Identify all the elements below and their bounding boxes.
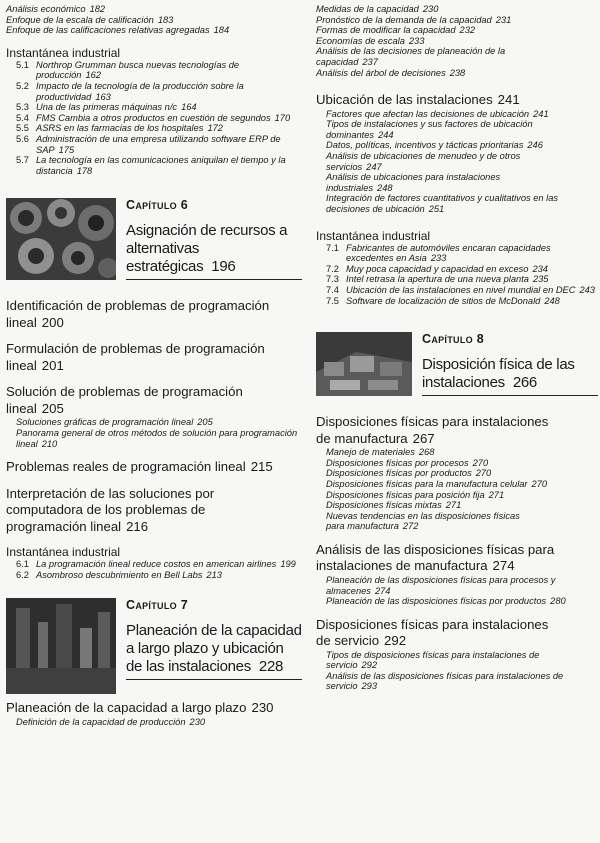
chapter-label: Capítulo 8 xyxy=(422,332,484,347)
snapshot-heading: Instantánea industrial xyxy=(6,545,121,560)
toc-entry: Tipos de instalaciones y sus factores de ubicación dominantes 244 xyxy=(326,119,533,140)
toc-entry: Economías de escala 233 xyxy=(316,35,425,46)
toc-entry: Soluciones gráficas de programación lineal 205 xyxy=(16,417,213,428)
toc-section: Interpretación de las soluciones por computadora de los problemas de programación lineal 216 xyxy=(6,485,215,534)
snapshot-item: 6.1 La programación lineal reduce costos en american airlines 199 xyxy=(16,559,296,570)
toc-section: Planeación de la capacidad a largo plazo 230 xyxy=(6,700,274,716)
snapshot-item: 7.4 Ubicación de las instalaciones en nivel mundial en DEC 243 xyxy=(326,284,595,295)
toc-entry: Análisis de las disposiciones físicas para instalaciones de servicio 293 xyxy=(326,670,564,692)
snapshot-item: 5.2 Impacto de la tecnología de la producción sobre la productividad 163 xyxy=(16,80,244,102)
snapshot-item: 5.7 La tecnología en las comunicaciones aniquilan el tiempo y la distancia 178 xyxy=(16,155,286,176)
toc-entry: Medidas de la capacidad 230 xyxy=(316,4,439,14)
toc-section: Formulación de problemas de programación lineal 201 xyxy=(6,341,265,373)
toc-section: Solución de problemas de programación lineal 205 xyxy=(6,384,243,416)
toc-entry: Integración de factores cuantitativos y cualitativos en las decisiones de ubicación 251 xyxy=(326,193,559,214)
snapshot-item: 5.4 FMS Cambia a otros productos en cuestión de segundos 170 xyxy=(16,112,291,123)
chapter-7-photo xyxy=(6,598,116,694)
toc-entry: Factores que afectan las decisiones de ubicación 241 xyxy=(326,108,549,119)
toc-entry: Manejo de materiales 268 xyxy=(326,447,435,458)
toc-section: Problemas reales de programación lineal 215 xyxy=(6,459,273,475)
toc-section: Ubicación de las instalaciones 241 xyxy=(316,92,520,108)
snapshot-heading: Instantánea industrial xyxy=(6,45,121,60)
snapshot-item: 7.2 Muy poca capacidad y capacidad en exceso 234 xyxy=(326,263,548,274)
chapter-6-header xyxy=(6,198,302,280)
snapshot-item: 7.5 Software de localización de sitios de McDonald 248 xyxy=(326,295,560,306)
toc-entry: Formas de modificar la capacidad 232 xyxy=(316,25,476,36)
toc-entry: Planeación de las disposiciones físicas por productos 280 xyxy=(326,596,566,607)
toc-entry: Disposiciones físicas para posición fija 271 xyxy=(326,489,505,500)
toc-section: Disposiciones físicas para instalaciones de manufactura 267 xyxy=(316,414,549,446)
toc-entry: Disposiciones físicas para la manufactura celular 270 xyxy=(326,478,548,489)
toc-entry: Disposiciones físicas mixtas 271 xyxy=(326,500,462,511)
chapter-6-photo xyxy=(6,198,116,280)
toc-entry: Enfoque de las calificaciones relativas agregadas 184 xyxy=(6,25,230,36)
toc-entry: Enfoque de la escala de calificación 183 xyxy=(6,14,174,25)
toc-entry: Pronóstico de la demanda de la capacidad 231 xyxy=(316,14,512,25)
toc-entry: Planeación de las disposiciones físicas para procesos y almacenes 274 xyxy=(326,574,556,596)
right-column xyxy=(316,4,598,692)
toc-entry: Panorama general de otros métodos de solución para programación lineal 210 xyxy=(16,427,298,449)
toc-entry: Disposiciones físicas por procesos 270 xyxy=(326,457,489,468)
toc-section: Análisis de las disposiciones físicas para instalaciones de manufactura 274 xyxy=(316,541,555,574)
snapshot-item: 6.2 Asombroso descubrimiento en Bell Labs 213 xyxy=(16,569,222,580)
chapter-7-header xyxy=(6,598,302,694)
left-column xyxy=(6,4,302,727)
snapshot-item: 5.3 Una de las primeras máquinas n/c 164 xyxy=(16,102,197,113)
toc-entry: Análisis de ubicaciones para instalaciones industriales 248 xyxy=(326,172,501,193)
toc-entry: Disposiciones físicas por productos 270 xyxy=(326,468,492,479)
toc-entry: Análisis económico 182 xyxy=(6,4,106,14)
toc-entry: Definición de la capacidad de producción 230 xyxy=(16,716,206,727)
toc-section: Disposiciones físicas para instalaciones de servicio 292 xyxy=(316,616,549,649)
chapter-title: Asignación de recursos a alternativas estratégicas 196 xyxy=(126,222,302,280)
chapter-title: Disposición física de las instalaciones 266 xyxy=(422,356,598,396)
toc-entry: Datos, políticas, incentivos y tácticas prioritarias 246 xyxy=(326,140,543,151)
toc-section: Identificación de problemas de programación lineal 200 xyxy=(6,298,270,330)
chapter-title: Planeación de la capacidad a largo plazo y ubicación de las instalaciones 228 xyxy=(126,622,302,680)
snapshot-item: 5.5 ASRS en las farmacias de los hospitales 172 xyxy=(16,123,223,134)
toc-entry: Análisis del árbol de decisiones 238 xyxy=(316,67,466,78)
snapshot-item: 7.1 Fabricantes de automóviles encaran capacidades excedentes en Asia 233 xyxy=(326,242,551,264)
chapter-label: Capítulo 6 xyxy=(126,198,188,213)
snapshot-heading: Instantánea industrial xyxy=(316,228,431,243)
chapter-8-header xyxy=(316,332,598,396)
snapshot-item: 5.6 Administración de una empresa utilizando software ERP de SAP 175 xyxy=(16,133,281,155)
toc-entry: Nuevas tendencias en las disposiciones físicas para manufactura 272 xyxy=(326,510,520,532)
snapshot-item: 7.3 Intel retrasa la apertura de una nueva planta 235 xyxy=(326,274,549,285)
toc-entry: Análisis de las decisiones de planeación de la capacidad 237 xyxy=(316,46,506,67)
toc-entry: Análisis de ubicaciones de menudeo y de otros servicios 247 xyxy=(326,151,521,172)
snapshot-item: 5.1 Northrop Grumman busca nuevas tecnologías de producción 162 xyxy=(16,59,240,81)
chapter-label: Capítulo 7 xyxy=(126,598,188,613)
chapter-8-photo xyxy=(316,332,412,396)
toc-entry: Tipos de disposiciones físicas para instalaciones de servicio 292 xyxy=(326,649,540,671)
